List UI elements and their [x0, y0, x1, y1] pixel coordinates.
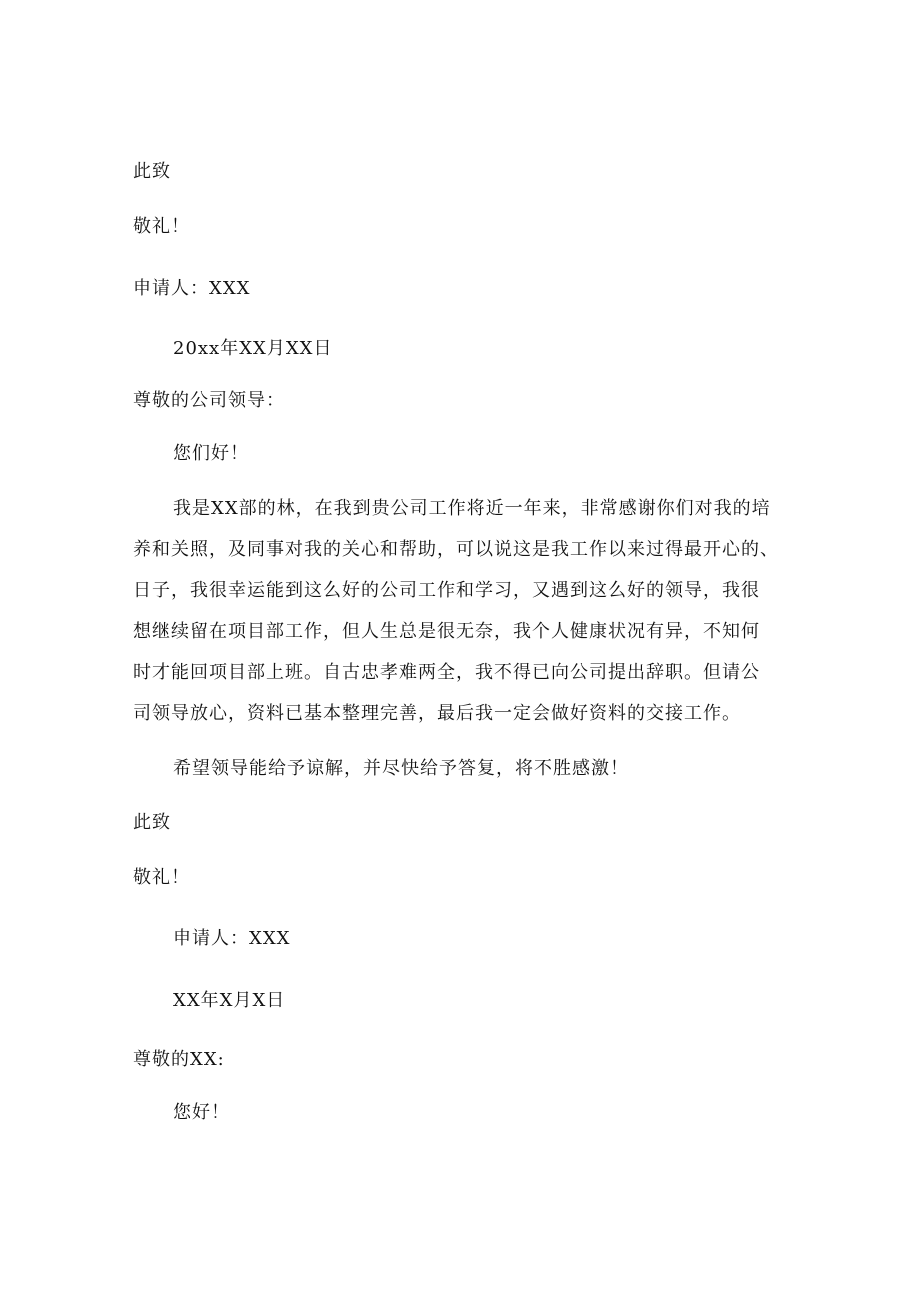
letter-greeting: 尊敬的公司领导： — [133, 390, 285, 411]
applicant-line: 申请人：XXX — [133, 278, 251, 299]
body-line-3: 日子，我很幸运能到这么好的公司工作和学习，又遇到这么好的领导，我很 — [133, 580, 760, 601]
closing-salutation-1: 此致 — [133, 812, 171, 833]
closing-salutation-2: 敬礼！ — [133, 216, 190, 237]
body-line-1: 我是XX部的林，在我到贵公司工作将近一年来，非常感谢你们对我的培 — [173, 498, 771, 519]
letter-hello: 您们好！ — [173, 443, 249, 464]
closing-salutation-2: 敬礼！ — [133, 867, 190, 888]
body-line-4: 想继续留在项目部工作，但人生总是很无奈，我个人健康状况有异，不知何 — [133, 621, 760, 642]
closing-paragraph: 希望领导能给予谅解，并尽快给予答复，将不胜感激！ — [173, 758, 629, 779]
letter-hello: 您好！ — [173, 1102, 230, 1123]
closing-salutation-1: 此致 — [133, 161, 171, 182]
body-line-2: 养和关照，及同事对我的关心和帮助，可以说这是我工作以来过得最开心的、 — [133, 539, 779, 560]
body-line-6: 司领导放心，资料已基本整理完善，最后我一定会做好资料的交接工作。 — [133, 703, 741, 724]
applicant-line: 申请人：XXX — [173, 928, 291, 949]
date-line: XX年X月X日 — [173, 990, 286, 1011]
letter-greeting: 尊敬的XX: — [133, 1049, 225, 1070]
body-line-5: 时才能回项目部上班。自古忠孝难两全，我不得已向公司提出辞职。但请公 — [133, 662, 760, 683]
date-line: 20xx年XX月XX日 — [173, 338, 333, 359]
